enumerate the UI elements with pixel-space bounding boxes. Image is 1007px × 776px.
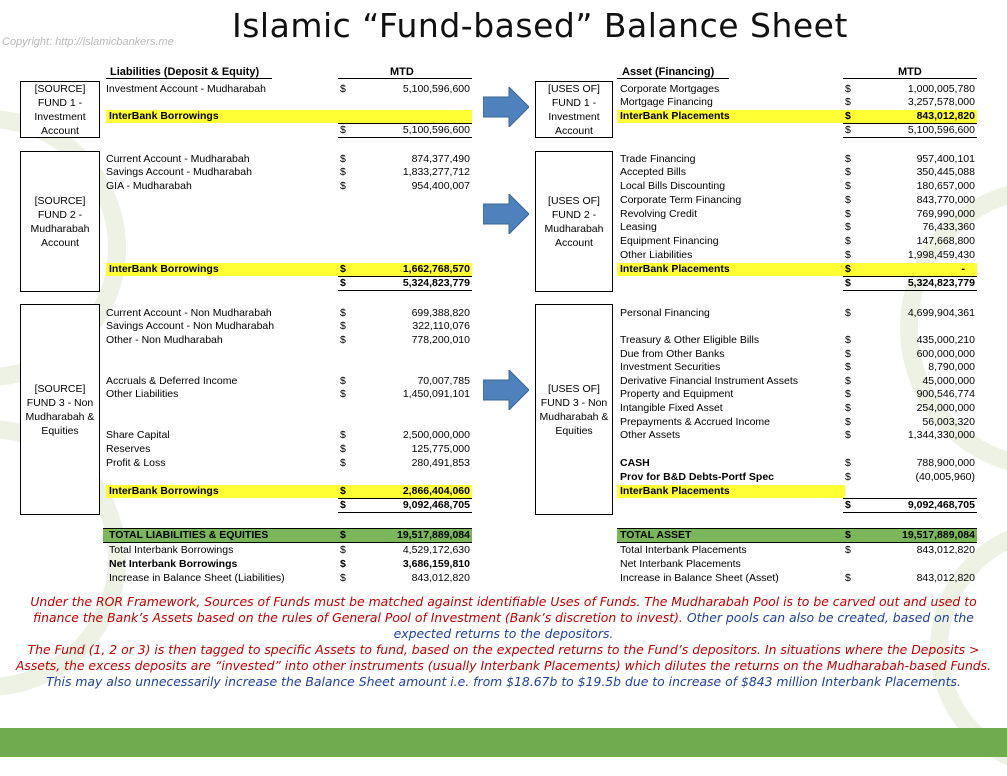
total-rule (843, 137, 977, 138)
liability-row: Other - Non Mudharabah $ 778,200,010 (106, 334, 470, 346)
header-underline-left (106, 78, 272, 79)
liability-row: GIA - Mudharabah $ 954,400,007 (106, 180, 470, 192)
total-rule (338, 290, 472, 291)
footer-bar (0, 728, 1007, 757)
liabilities-header: Liabilities (Deposit & Equity) (110, 66, 260, 78)
total-rule (338, 137, 472, 138)
asset-row: Prepayments & Accrued Income $ 56,003,320 (620, 416, 975, 428)
asset-total-row: $ 5,324,823,779 (845, 277, 975, 289)
asset-row: Trade Financing $ 957,400,101 (620, 153, 975, 165)
note-blue-1: Other pools can also be created, based on the expected returns to the depositors. (393, 610, 974, 641)
note-blue-2: This may also unnecessarily increase the Balance Sheet amount i.e. from $18.67b to $19.5b due to increase of $843 million Interbank Placements. (46, 674, 961, 689)
asset-row: Intangible Fixed Asset $ 254,000,000 (620, 402, 975, 414)
liability-row: Profit & Loss $ 280,491,853 (106, 457, 470, 469)
asset-row: Personal Financing $ 4,699,904,361 (620, 307, 975, 319)
asset-row: Other Liabilities $ 1,998,459,430 (620, 249, 975, 261)
total-rule (338, 512, 472, 513)
fund3-source-box: [SOURCE] FUND 3 - Non Mudharabah & Equities (20, 304, 100, 515)
assets-header: Asset (Financing) (622, 66, 715, 78)
liability-row: Share Capital $ 2,500,000,000 (106, 429, 470, 441)
header-underline-right-mtd (843, 78, 977, 79)
fund1-source-box: [SOURCE] FUND 1 - Investment Account (20, 81, 100, 138)
asset-interbank-row: InterBank Placements (617, 485, 845, 498)
mtd-header-right: MTD (898, 66, 922, 78)
summary-row-right: Total Interbank Placements $ 843,012,820 (620, 544, 975, 556)
asset-row: Revolving Credit $ 769,990,000 (620, 208, 975, 220)
header-underline-left-mtd (338, 78, 472, 79)
summary-row-left: Increase in Balance Sheet (Liabilities) $ 843,012,820 (109, 572, 470, 584)
liability-interbank-row: InterBank Borrowings (106, 110, 472, 123)
asset-row: Due from Other Banks $ 600,000,000 (620, 348, 975, 360)
asset-row: Derivative Financial Instrument Assets $ 45,000,000 (620, 375, 975, 387)
asset-row: Leasing $ 76,433,360 (620, 221, 975, 233)
asset-interbank-row: InterBank Placements $ - (617, 263, 977, 276)
total-rule (843, 290, 977, 291)
liability-total-row: $ 9,092,468,705 (340, 499, 470, 511)
fund1-uses-box: [USES OF] FUND 1 - Investment Account (535, 81, 613, 138)
liability-row: Reserves $ 125,775,000 (106, 443, 470, 455)
asset-row: Accepted Bills $ 350,445,088 (620, 166, 975, 178)
fund2-source-box: [SOURCE] FUND 2 - Mudharabah Account (20, 151, 100, 292)
asset-row: Corporate Mortgages $ 1,000,005,780 (620, 83, 975, 95)
liability-row: Savings Account - Non Mudharabah $ 322,110,076 (106, 320, 470, 332)
asset-row: Prov for B&D Debts-Portf Spec $ (40,005,960) (620, 471, 975, 483)
total-liabilities-row: TOTAL LIABILITIES & EQUITIES $ 19,517,889,084 (103, 528, 472, 543)
asset-interbank-row: InterBank Placements $ 843,012,820 (617, 110, 977, 123)
arrow-right-icon (483, 370, 529, 410)
fund2-uses-box: [USES OF] FUND 2 - Mudharabah Account (535, 151, 613, 292)
total-assets-row: TOTAL ASSET $ 19,517,889,084 (617, 528, 977, 543)
summary-row-left: Total Interbank Borrowings $ 4,529,172,630 (109, 544, 470, 556)
arrow-right-icon (483, 194, 529, 234)
page-title: Islamic “Fund-based” Balance Sheet (232, 6, 848, 45)
liability-total-row: $ 5,324,823,779 (340, 277, 470, 289)
header-underline-right (617, 78, 729, 79)
asset-total-row: $ 9,092,468,705 (845, 499, 975, 511)
liability-row: Investment Account - Mudharabah $ 5,100,596,600 (106, 83, 470, 95)
summary-row-right: Increase in Balance Sheet (Asset) $ 843,012,820 (620, 572, 975, 584)
explanatory-note (6, 594, 1001, 690)
liability-interbank-row: InterBank Borrowings $ 1,662,768,570 (106, 263, 472, 276)
asset-row: Mortgage Financing $ 3,257,578,000 (620, 96, 975, 108)
asset-row: Corporate Term Financing $ 843,770,000 (620, 194, 975, 206)
liability-interbank-row: InterBank Borrowings $ 2,866,404,060 (106, 485, 472, 498)
liability-row: Current Account - Non Mudharabah $ 699,388,820 (106, 307, 470, 319)
arrow-right-icon (483, 87, 529, 127)
asset-row: Other Assets $ 1,344,330,000 (620, 429, 975, 441)
note-red-2: The Fund (1, 2 or 3) is then tagged to specific Assets to fund, based on the expected returns to the Fund’s depositors. In situations where the Deposits > Assets, the excess deposits are “invested” into other instruments (usually Interbank Placements) which dilutes the returns on the Mudharabah-based Funds. (15, 642, 992, 673)
liability-row: Current Account - Mudharabah $ 874,377,490 (106, 153, 470, 165)
asset-row: Equipment Financing $ 147,668,800 (620, 235, 975, 247)
liability-row: Other Liabilities $ 1,450,091,101 (106, 388, 470, 400)
asset-row: CASH $ 788,900,000 (620, 457, 975, 469)
liability-row: Accruals & Deferred Income $ 70,007,785 (106, 375, 470, 387)
asset-row: Investment Securities $ 8,790,000 (620, 361, 975, 373)
asset-row: Treasury & Other Eligible Bills $ 435,000,210 (620, 334, 975, 346)
summary-row-right: Net Interbank Placements (620, 558, 741, 570)
asset-row: Property and Equipment $ 900,546,774 (620, 388, 975, 400)
asset-total-row: $ 5,100,596,600 (845, 124, 975, 136)
asset-row: Local Bills Discounting $ 180,657,000 (620, 180, 975, 192)
fund3-uses-box: [USES OF] FUND 3 - Non Mudharabah & Equities (535, 304, 613, 515)
summary-row-left: Net Interbank Borrowings $ 3,686,159,810 (109, 558, 470, 570)
total-rule (843, 512, 977, 513)
liability-total-row: $ 5,100,596,600 (340, 124, 470, 136)
copyright-watermark: Copyright: http://islamicbankers.me (2, 36, 174, 48)
liability-row: Savings Account - Mudharabah $ 1,833,277,712 (106, 166, 470, 178)
note-red-1: Under the ROR Framework, Sources of Funds must be matched against identifiable Uses of Funds. The Mudharabah Pool is to be carved out and used to finance the Bank’s Assets based on the rules of General Pool of Investment (Bank’s discretion to invest). (30, 594, 977, 625)
mtd-header-left: MTD (390, 66, 414, 78)
